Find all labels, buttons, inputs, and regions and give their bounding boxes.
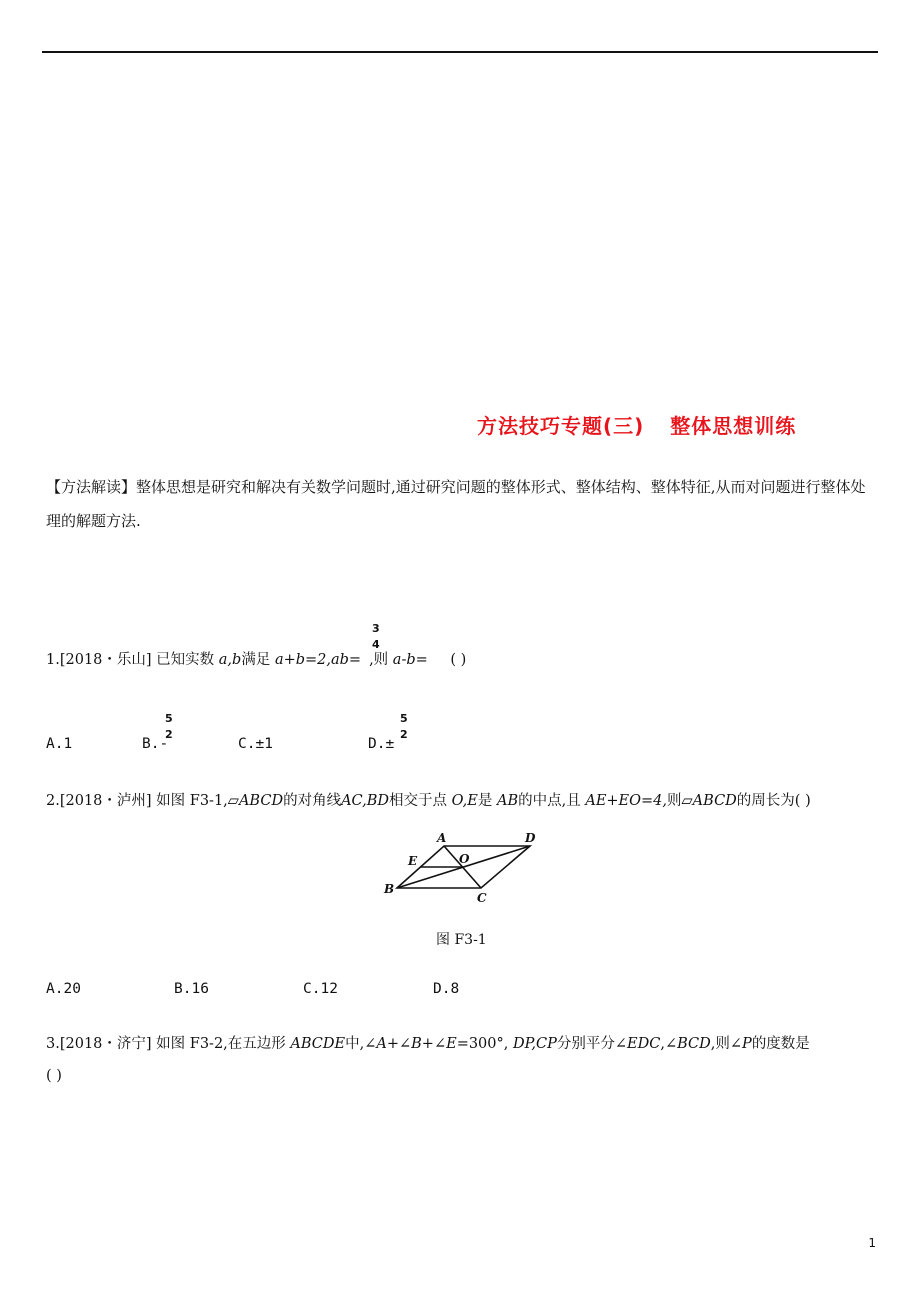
figure-f3-1 [370,825,550,910]
q1-mid: 满足 [241,652,271,668]
q1-option-b-denominator: 2 [165,728,173,741]
q3-t4: ,∠ [660,1036,678,1052]
q3-bis: DP,CP [512,1036,557,1052]
q1-answer-paren: ( ) [450,652,467,668]
q2-t1: 的对角线 [283,793,342,809]
method-intro [46,470,880,538]
q2-pts: O,E [451,793,478,809]
q2-diag: AC,BD [341,793,390,809]
q1-eq2: ab= [331,652,362,668]
q2-shape2: ▱ABCD [681,793,737,809]
q3-line1: 3.[2018・济宁] 如图 F3-2,在五边形 [46,1036,286,1052]
q1-option-d: D.± [368,736,395,752]
label-a: A [437,831,447,845]
title-left: 方法技巧专题(三) [477,414,645,438]
q3-t2: =300°, [456,1036,509,1052]
label-b: B [384,882,395,896]
q2-option-a: A.20 [46,981,81,997]
q3-a2: BCD [677,1036,711,1052]
intro-label: 【方法解读】 [46,478,137,496]
label-o: O [459,852,470,866]
figure-caption: 图 F3-1 [436,932,487,948]
q2-option-b: B.16 [174,981,209,997]
label-e: E [408,854,418,868]
q2-t5: 则 [667,793,682,809]
page-title [477,410,796,439]
q1-frac-denominator: 4 [372,638,380,651]
q3-t1: 中,∠ [345,1036,377,1052]
q2-t3: 是 [477,793,493,809]
q1-ask: a-b= [392,652,428,668]
q3-t3: 分别平分∠ [556,1036,628,1052]
q3-t5: ,则∠ [710,1036,743,1052]
q2-t4: 的中点,且 [518,793,581,809]
q3-angles: A+∠B+∠E [376,1036,457,1052]
page-number: 1 [868,1236,876,1250]
q3-t6: 的度数是 [751,1036,810,1052]
q2-prefix: 2.[2018・泸州] 如图 F3-1, [46,793,228,809]
q3-pent: ABCDE [290,1036,346,1052]
q1-frac-numerator: 3 [372,622,380,635]
question-2 [46,789,811,810]
title-right: 整体思想训练 [670,414,797,438]
top-rule [42,51,878,53]
q1-option-b-sign: - [159,736,169,752]
q2-option-c: C.12 [303,981,338,997]
q3-a3: P [742,1036,752,1052]
q3-a1: EDC [627,1036,661,1052]
q1-option-a: A.1 [46,736,73,752]
q1-option-d-numerator: 5 [400,712,408,725]
q1-option-c: C.±1 [238,736,273,752]
question-1 [46,648,466,669]
q2-t2: 相交于点 [389,793,448,809]
question-3 [46,1032,810,1053]
intro-text: 整体思想是研究和解决有关数学问题时,通过研究问题的整体形式、整体结构、整体特征,从而对问题进行整体处理的解题方法. [46,478,866,530]
label-d: D [525,831,536,845]
label-c: C [477,891,487,905]
q1-prefix: 1.[2018・乐山] 已知实数 [46,652,215,668]
q1-option-d-denominator: 2 [400,728,408,741]
q2-seg: AB [496,793,519,809]
q1-eq1: a+b=2, [274,652,331,668]
q1-tail: ,则 [369,652,389,668]
q3-answer-paren: ( ) [46,1068,62,1084]
q2-shape1: ▱ABCD [227,793,284,809]
q1-vars: a,b [218,652,242,668]
q2-cond: AE+EO=4, [585,793,668,809]
q1-option-b-prefix: B. [142,736,160,752]
q2-option-d: D.8 [433,981,460,997]
q1-option-b-numerator: 5 [165,712,173,725]
q2-t6: 的周长为( ) [736,793,811,809]
